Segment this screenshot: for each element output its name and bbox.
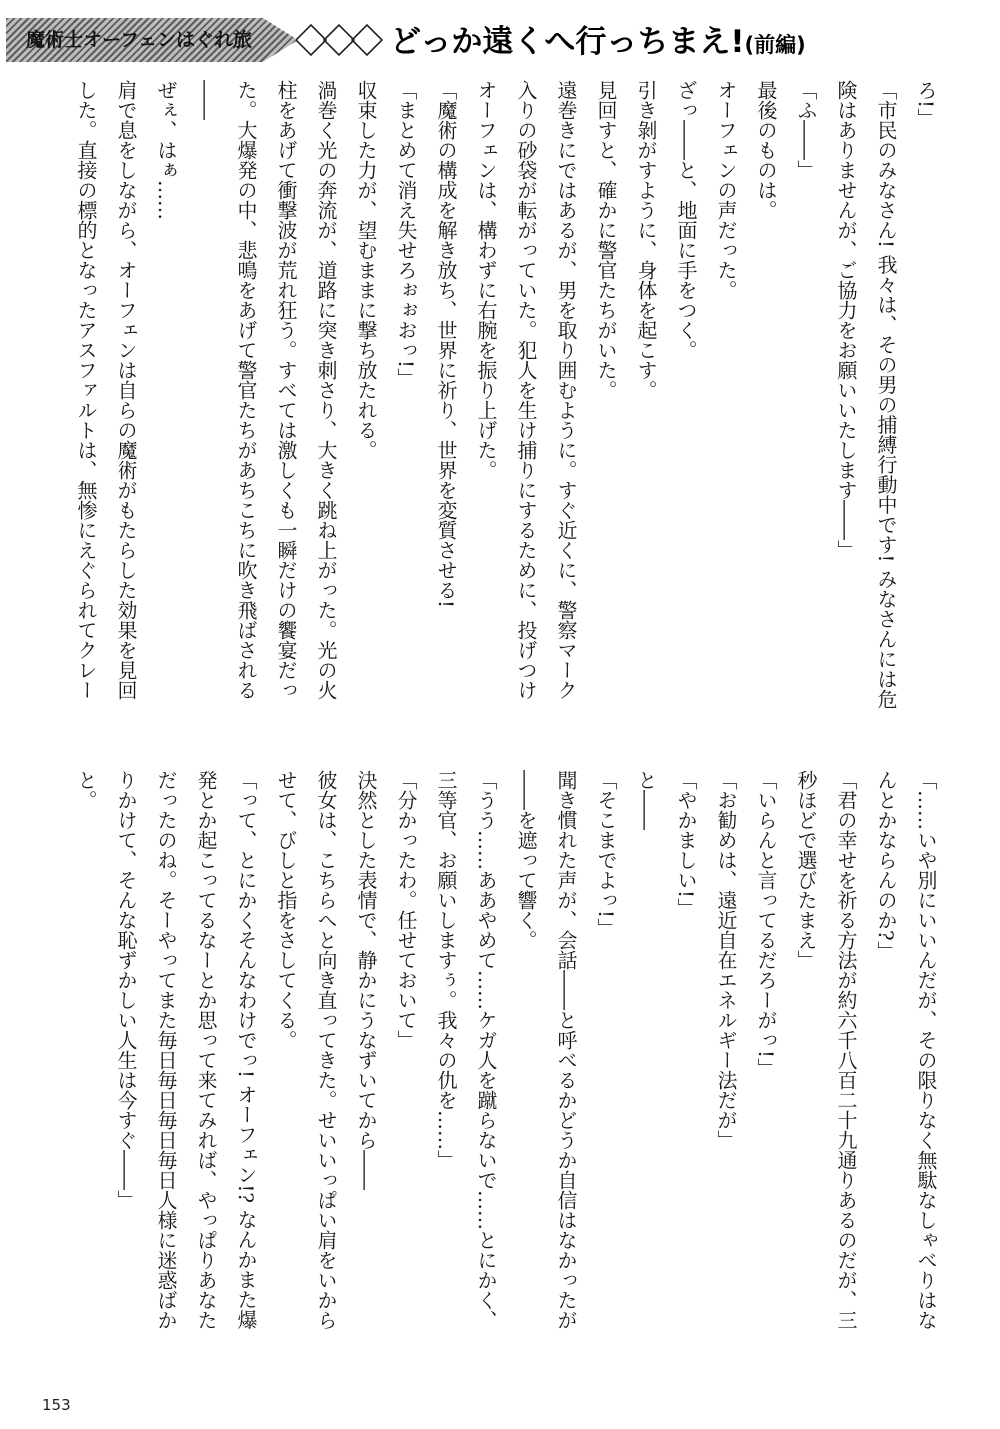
column-upper-left bbox=[66, 80, 506, 718]
paragraph: 収束した力が、望むままに撃ち放たれる。 bbox=[354, 80, 378, 460]
paragraph: 「魔術の構成を解き放ち、世界に祈り、世界を変質させる! bbox=[434, 80, 458, 609]
paragraph: 最後のものは。 bbox=[754, 80, 778, 220]
episode-title-main: どっか遠くへ行っちまえ! bbox=[390, 24, 745, 60]
paragraph: ざっ――と、地面に手をつく。 bbox=[674, 80, 698, 360]
paragraph: オーフェンは、構わずに右腕を振り上げた。 bbox=[474, 80, 498, 480]
paragraph: と。 bbox=[74, 770, 98, 810]
paragraph: 彼女は、こちらへと向き直ってきた。せいいっぱい肩をいからせて、びしと指をさしてくる。 bbox=[274, 770, 338, 1330]
paragraph: 「いらんと言ってるだろーがっ!」 bbox=[754, 770, 778, 1079]
paragraph: 「……いや別にいいんだが、その限りなく無駄なしゃべりはなんとかならんのか?」 bbox=[874, 770, 938, 1330]
paragraph: 「分かったわ。任せておいて」 bbox=[394, 770, 418, 1050]
paragraph: 肩で息をしながら、オーフェンは自らの魔術がもたらした効果を見回した。直接の標的となったアスファルトは、無惨にえぐられてクレー bbox=[74, 80, 138, 700]
column-upper-right bbox=[506, 80, 946, 718]
paragraph: 「ふ――」 bbox=[794, 80, 818, 180]
paragraph: 「って、とにかくそんなわけでっ! オーフェン!? なんかまた爆発とか起こってるなーとか思って来てみれば、やっぱりあなただったのね。そーやってまた毎日毎日毎日毎日人様に迷惑ばかりかけて、そんな恥ずかしい人生は今すぐ――」 bbox=[114, 770, 258, 1330]
text-block-lower bbox=[66, 770, 946, 1348]
paragraph: 「うう……ああやめて……ケガ人を蹴らないで……とにかく、三等官、お願いしますぅ。我々の仇を……」 bbox=[434, 770, 498, 1330]
paragraph: 「やかましい!」 bbox=[674, 770, 698, 919]
diamond-ornament-icon bbox=[296, 18, 388, 62]
paragraph: と―― bbox=[634, 770, 658, 830]
series-title: 魔術士オーフェンはぐれ旅 bbox=[25, 29, 253, 51]
paragraph: 「君の幸せを祈る方法が約六千八百二十九通りあるのだが、三秒ほどで選びたまえ」 bbox=[794, 770, 858, 1330]
text-block-upper bbox=[66, 80, 946, 718]
page-header bbox=[0, 0, 1000, 72]
column-lower-left bbox=[66, 770, 506, 1348]
column-lower-right bbox=[506, 770, 946, 1348]
paragraph: 渦巻く光の奔流が、道路に突き刺さり、大きく跳ね上がった。光の火柱をあげて衝撃波が荒れ狂う。すべては激しくも一瞬だけの饗宴だった。大爆発の中、悲鳴をあげて警官たちがあちこちに吹き飛ばされる―― bbox=[194, 80, 338, 700]
paragraph: 遠巻きにではあるが、男を取り囲むように。すぐ近くに、警察マーク入りの砂袋が転がっていた。犯人を生け捕りにするために、投げつけ bbox=[514, 80, 578, 700]
paragraph: 「まとめて消え失せろぉぉおっ!」 bbox=[394, 80, 418, 389]
paragraph: 見回すと、確かに警官たちがいた。 bbox=[594, 80, 618, 400]
episode-part: (前編) bbox=[744, 33, 806, 57]
paragraph: 決然とした表情で、静かにうなずいてから―― bbox=[354, 770, 378, 1190]
paragraph: ぜぇ、はぁ…… bbox=[154, 80, 178, 220]
paragraph: 「お勧めは、遠近自在エネルギー法だが」 bbox=[714, 770, 738, 1150]
paragraph: ろ!」 bbox=[914, 80, 938, 129]
paragraph: 「そこまでよっ!」 bbox=[594, 770, 618, 939]
paragraph: 引き剝がすように、身体を起こす。 bbox=[634, 80, 658, 400]
paragraph: オーフェンの声だった。 bbox=[714, 80, 738, 300]
episode-title bbox=[390, 20, 806, 64]
paragraph: 聞き慣れた声が、会話――と呼べるかどうか自信はなかったが――を遮って響く。 bbox=[514, 770, 578, 1330]
page-number: 153 bbox=[42, 1396, 71, 1414]
paragraph: 「市民のみなさん! 我々は、その男の捕縛行動中です! みなさんには危険はありませんが、ご協力をお願いいたします――」 bbox=[834, 80, 898, 709]
